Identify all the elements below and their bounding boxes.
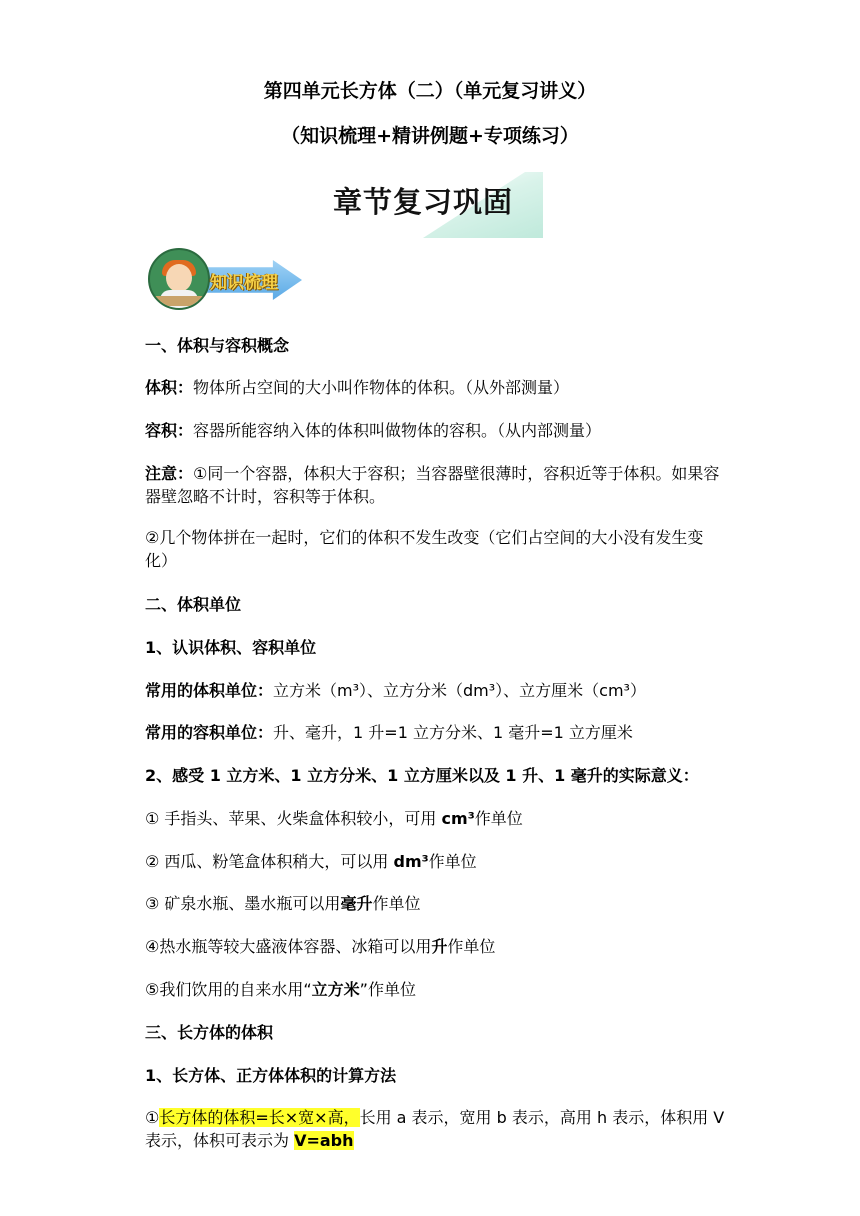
formula-number: ① (145, 1108, 160, 1127)
subheading-sense: 2、感受 1 立方米、1 立方分米、1 立方厘米以及 1 升、1 毫升的实际意义： (145, 766, 699, 785)
capacity-text: 容器所能容纳入体的体积叫做物体的容积。（从内部测量） (193, 421, 602, 440)
formula-text: 长用 a 表示，宽用 b 表示，高用 h 表示，体积用 V 表示，体积可表示为 (145, 1108, 725, 1150)
list-item (145, 850, 725, 873)
subheading-units: 1、认识体积、容积单位 (145, 638, 317, 657)
item-text: ④热水瓶等较大盛液体容器、冰箱可以用 (145, 937, 432, 956)
item-unit: dm³ (393, 852, 429, 871)
formula-highlight: 长方体的体积=长×宽×高， (159, 1108, 360, 1127)
note-2-paragraph: ②几个物体拼在一起时，它们的体积不发生改变（它们占空间的大小没有发生变化） (145, 528, 704, 570)
volume-units-line (145, 679, 725, 702)
item-text: ⑤我们饮用的自来水用“ (145, 980, 312, 999)
item-text: 作单位 (428, 852, 477, 871)
knowledge-badge (148, 248, 308, 308)
capacity-label: 容积： (145, 421, 194, 440)
volume-text: 物体所占空间的大小叫作物体的体积。（从外部测量） (193, 378, 570, 397)
section-heading-1: 一、体积与容积概念 (145, 336, 290, 355)
item-text: 作单位 (474, 809, 523, 828)
capacity-units-text: 升、毫升，1 升=1 立方分米、1 毫升=1 立方厘米 (273, 723, 633, 742)
capacity-definition (145, 419, 725, 442)
volume-units-label: 常用的体积单位： (145, 681, 274, 700)
list-item (145, 978, 725, 1001)
note-paragraph (145, 462, 725, 508)
formula-paragraph (145, 1106, 725, 1152)
badge-label: 知识梳理 (210, 273, 278, 293)
item-unit: 立方米 (311, 980, 360, 999)
item-text: ”作单位 (359, 980, 416, 999)
list-item (145, 935, 725, 958)
volume-units-text: 立方米（m³）、立方分米（dm³）、立方厘米（cm³） (273, 681, 646, 700)
section-heading-2: 二、体积单位 (145, 595, 242, 614)
capacity-units-label: 常用的容积单位： (145, 723, 274, 742)
volume-definition (145, 376, 725, 399)
item-text: ① 手指头、苹果、火柴盒体积较小，可用 (145, 809, 442, 828)
item-text: ② 西瓜、粉笔盒体积稍大，可以用 (145, 852, 394, 871)
item-text: 作单位 (447, 937, 496, 956)
banner-text: 章节复习巩固 (333, 185, 514, 219)
chapter-review-banner (333, 172, 543, 238)
document-title: 第四单元长方体（二）（单元复习讲义） (263, 80, 597, 102)
list-item (145, 807, 725, 830)
subheading-formula: 1、长方体、正方体体积的计算方法 (145, 1066, 397, 1085)
formula-final: V=abh (294, 1131, 354, 1150)
item-text: ③ 矿泉水瓶、墨水瓶可以用 (145, 894, 341, 913)
teacher-avatar-icon (148, 248, 210, 310)
item-unit: 毫升 (340, 894, 373, 913)
note-text: ①同一个容器，体积大于容积；当容器壁很薄时，容积近等于体积。如果容器壁忽略不计时，容积等于体积。 (145, 464, 720, 506)
item-text: 作单位 (372, 894, 421, 913)
document-subtitle: （知识梳理+精讲例题+专项练习） (281, 125, 579, 147)
list-item (145, 892, 725, 915)
volume-label: 体积： (145, 378, 194, 397)
note-label: 注意： (145, 464, 194, 483)
section-heading-3: 三、长方体的体积 (145, 1023, 274, 1042)
item-unit: 升 (431, 937, 448, 956)
capacity-units-line (145, 721, 725, 744)
item-unit: cm³ (441, 809, 475, 828)
